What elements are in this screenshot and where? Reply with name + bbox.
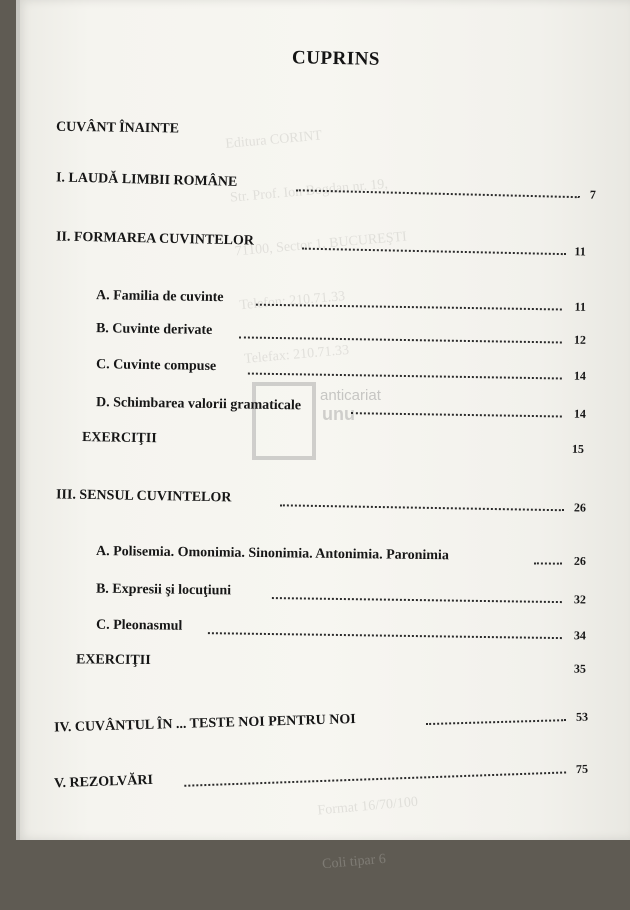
toc-entry	[96, 283, 586, 315]
toc-entry	[54, 701, 588, 740]
toc-page-number: 14	[573, 406, 587, 421]
toc-entry-label: III. SENSUL CUVINTELOR	[55, 487, 232, 506]
toc-entry	[82, 425, 584, 457]
toc-entry	[96, 577, 586, 608]
toc-page-number: 14	[573, 368, 587, 383]
toc-entry-label: EXERCIŢII	[81, 430, 157, 447]
toc-entry-label: B. Cuvinte derivate	[95, 321, 213, 338]
document-page	[16, 0, 630, 873]
toc-page-number: 34	[573, 628, 587, 643]
page-title: CUPRINS	[291, 47, 381, 70]
toc-page-number: 11	[574, 244, 587, 259]
watermark-small-text: anticariat	[320, 387, 381, 404]
toc-entry-label: C. Pleonasmul	[95, 617, 183, 634]
toc-dot-leader	[272, 597, 562, 603]
toc-page-number: 11	[574, 299, 587, 314]
toc-dot-leader	[280, 504, 564, 511]
toc-dot-leader	[248, 373, 562, 380]
ghost-line: 71100, Sector 1, BUCUREŞTI	[234, 229, 408, 260]
toc-page-number: 26	[573, 500, 587, 515]
toc-entry-label: II. FORMAREA CUVINTELOR	[55, 229, 255, 249]
toc-entry	[96, 352, 586, 384]
toc-page-number: 75	[575, 761, 589, 777]
toc-entry-label: IV. CUVÂNTUL ÎN ... TESTE NOI PENTRU NOI	[53, 712, 356, 736]
toc-foreword-label: CUVÂNT ÎNAINTE	[55, 119, 180, 137]
toc-entry-label: I. LAUDĂ LIMBII ROMÂNE	[55, 170, 238, 190]
toc-entry	[56, 482, 586, 515]
toc-entry-label: V. REZOLVĂRI	[53, 772, 154, 792]
toc-page-number: 7	[589, 187, 596, 202]
toc-page-number: 26	[573, 553, 587, 568]
ghost-line: Telefon: 210.71.33	[238, 289, 346, 314]
toc-dot-leader	[351, 412, 562, 417]
toc-entry-label: B. Expresii şi locuţiuni	[95, 581, 232, 599]
toc-page-number: 15	[571, 441, 585, 456]
toc-entry-label: EXERCIŢII	[75, 652, 151, 669]
ghost-line: Coli tipar 6	[321, 851, 387, 873]
toc-entry-label: D. Schimbarea valorii gramaticale	[95, 395, 302, 414]
toc-entry	[96, 539, 586, 569]
toc-dot-leader	[302, 248, 566, 256]
toc-entry-label: A. Polisemia. Omonimia. Sinonimia. Antonimia. Paronimia	[95, 544, 449, 564]
toc-dot-leader	[534, 562, 562, 564]
toc-entry	[96, 316, 586, 348]
toc-entry	[96, 390, 586, 422]
toc-entry-label: C. Cuvinte compuse	[95, 357, 217, 375]
toc-page-number: 35	[573, 661, 587, 676]
toc-entry	[76, 647, 586, 676]
toc-dot-leader	[208, 632, 562, 639]
toc-dot-leader	[426, 719, 566, 725]
toc-entry-label: A. Familia de cuvinte	[95, 288, 224, 306]
toc-dot-leader	[239, 336, 562, 343]
toc-page-number: 53	[575, 709, 589, 724]
page-edge-shadow	[16, 0, 20, 840]
ghost-line: Str. Prof. Ion Bogdan nr. 19,	[229, 176, 389, 206]
watermark-brand-text: unu	[322, 404, 355, 424]
toc-entry	[96, 613, 586, 644]
ghost-line: Telefax: 210.71.33	[243, 342, 350, 368]
ghost-line: Format 16/70/100	[316, 794, 419, 819]
toc-dot-leader	[256, 304, 562, 311]
toc-page-number: 12	[573, 332, 587, 347]
ghost-line: Editura CORINT	[224, 128, 323, 152]
toc-foreword	[56, 115, 236, 142]
toc-page-number: 32	[573, 592, 587, 607]
